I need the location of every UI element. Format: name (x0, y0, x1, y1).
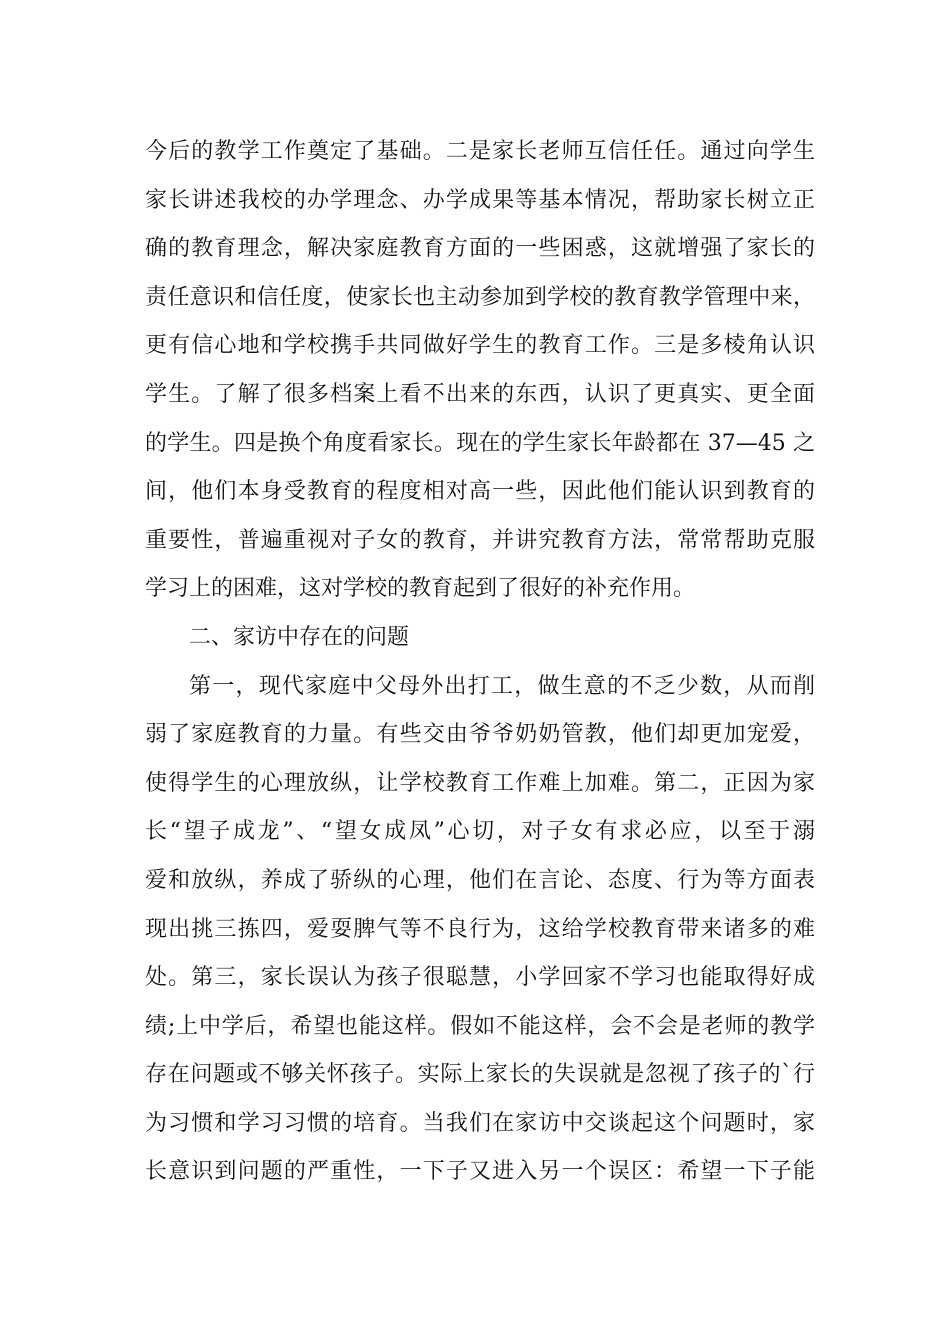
text-line: 爱和放纵，养成了骄纵的心理，他们在言论、态度、行为等方面表 (145, 867, 815, 893)
text-line: 更有信心地和学校携手共同做好学生的教育工作。三是多棱角认识 (145, 333, 815, 359)
text-line: 处。第三，家长误认为孩子很聪慧，小学回家不学习也能取得好成 (145, 965, 815, 991)
text-line: 长“望子成龙”、“望女成凤”心切，对子女有求必应，以至于溺 (145, 819, 815, 845)
text-line: 责任意识和信任度，使家长也主动参加到学校的教育教学管理中来， (145, 284, 815, 310)
section-heading: 二、家访中存在的问题 (189, 624, 410, 650)
text-line: 第一，现代家庭中父母外出打工，做生意的不乏少数，从而削 (189, 673, 815, 699)
text-line: 今后的教学工作奠定了基础。二是家长老师互信任任。通过向学生 (145, 139, 815, 164)
text-line: 确的教育理念，解决家庭教育方面的一些困惑，这就增强了家长的 (145, 236, 815, 262)
text-line: 绩;上中学后，希望也能这样。假如不能这样，会不会是老师的教学 (145, 1013, 815, 1039)
text-line: 存在问题或不够关怀孩子。实际上家长的失误就是忽视了孩子的`行 (145, 1062, 815, 1088)
text-line: 的学生。四是换个角度看家长。现在的学生家长年龄都在 37—45 之 (145, 430, 815, 456)
text-line: 长意识到问题的严重性，一下子又进入另一个误区：希望一下子能 (145, 1159, 815, 1185)
text-line: 现出挑三拣四，爱耍脾气等不良行为，这给学校教育带来诸多的难 (145, 916, 815, 942)
text-line: 学生。了解了很多档案上看不出来的东西，认识了更真实、更全面 (145, 381, 815, 407)
document-body (145, 128, 815, 1197)
text-line: 间，他们本身受教育的程度相对高一些，因此他们能认识到教育的 (145, 479, 815, 505)
text-line: 使得学生的心理放纵，让学校教育工作难上加难。第二，正因为家 (145, 770, 815, 796)
text-line: 学习上的困难，这对学校的教育起到了很好的补充作用。 (145, 576, 696, 602)
text-line: 重要性，普遍重视对子女的教育，并讲究教育方法，常常帮助克服 (145, 527, 815, 553)
text-line: 弱了家庭教育的力量。有些交由爷爷奶奶管教，他们却更加宠爱， (145, 722, 815, 748)
text-line: 为习惯和学习习惯的培育。当我们在家访中交谈起这个问题时，家 (145, 1110, 815, 1136)
text-line: 家长讲述我校的办学理念、办学成果等基本情况，帮助家长树立正 (145, 187, 815, 213)
